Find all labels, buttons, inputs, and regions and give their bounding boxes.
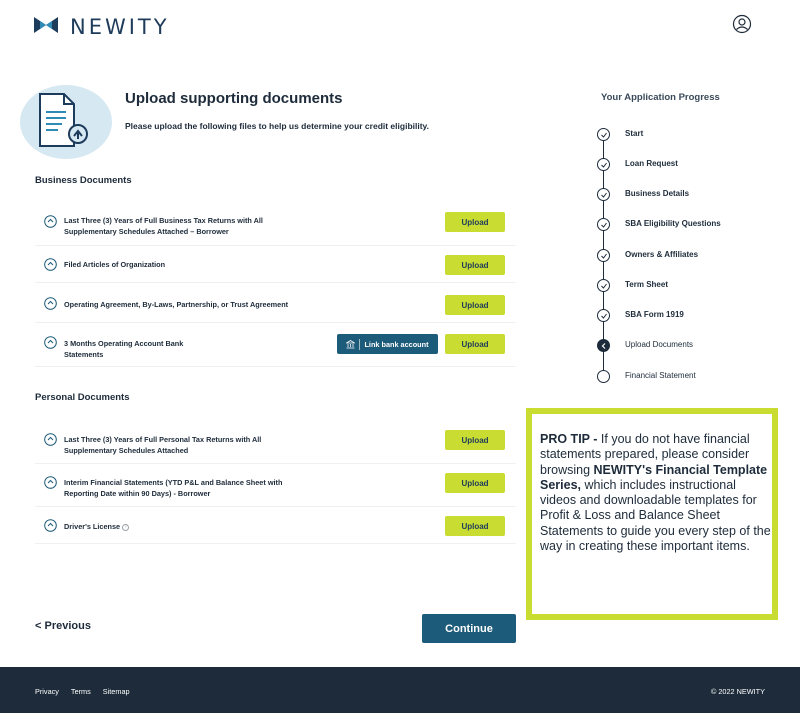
doc-label: 3 Months Operating Account Bank Statements: [64, 339, 184, 359]
info-icon[interactable]: ?: [122, 524, 129, 531]
user-circle-icon[interactable]: [732, 14, 752, 34]
current-step-icon: [597, 339, 610, 352]
doc-label: Filed Articles of Organization: [64, 260, 166, 269]
upload-circle-icon: [44, 258, 57, 271]
upload-circle-icon: [44, 215, 57, 228]
step-label: Start: [625, 129, 644, 138]
personal-documents-heading: Personal Documents: [35, 392, 130, 403]
step-upload-documents: [597, 339, 777, 353]
footer-link-sitemap[interactable]: Sitemap: [102, 687, 130, 696]
link-bank-account-label: Link bank account: [364, 339, 429, 349]
business-documents-heading: Business Documents: [35, 175, 132, 186]
doc-row-bank-statements: [35, 325, 516, 367]
check-icon: [597, 309, 610, 322]
step-label: Term Sheet: [625, 280, 668, 289]
pro-tip-box: [526, 408, 778, 620]
doc-row-personal-tax-returns: [35, 422, 516, 464]
upload-circle-icon: [44, 476, 57, 489]
doc-label: Last Three (3) Years of Full Business Tax Returns with All Supplementary Schedules Attached – Borrower: [64, 216, 263, 236]
upload-button-operating-agreement[interactable]: Upload: [445, 295, 505, 315]
check-icon: [597, 279, 610, 292]
step-loan-request: [597, 158, 777, 172]
check-icon: [597, 249, 610, 262]
brand-name: NEWITY: [70, 15, 170, 39]
doc-row-drivers-license: [35, 508, 516, 544]
doc-row-articles-of-organization: [35, 247, 516, 283]
step-business-details: [597, 188, 777, 202]
doc-row-operating-agreement: [35, 285, 516, 323]
step-financial-statement: [597, 370, 777, 384]
step-label: Loan Request: [625, 159, 678, 168]
upload-button-business-tax-returns[interactable]: Upload: [445, 212, 505, 232]
footer-links: [35, 687, 130, 696]
upload-circle-icon: [44, 297, 57, 310]
continue-button[interactable]: Continue: [422, 614, 516, 643]
upload-button-interim-financial-statements[interactable]: Upload: [445, 473, 505, 493]
bank-icon: [346, 340, 355, 349]
upload-circle-icon: [44, 519, 57, 532]
step-label: Financial Statement: [625, 371, 696, 380]
upload-button-bank-statements[interactable]: Upload: [445, 334, 505, 354]
step-sba-eligibility: [597, 218, 777, 232]
step-label: Business Details: [625, 189, 690, 198]
document-upload-icon: [18, 84, 114, 160]
step-label: SBA Eligibility Questions: [625, 219, 721, 228]
newity-logo-icon: [34, 17, 58, 37]
upload-circle-icon: [44, 433, 57, 446]
footer-link-terms[interactable]: Terms: [70, 687, 91, 696]
check-icon: [597, 128, 610, 141]
doc-label: Driver's License ?: [64, 521, 129, 532]
step-label: SBA Form 1919: [625, 310, 684, 319]
step-start: [597, 128, 777, 142]
footer: [0, 667, 800, 713]
upload-button-articles-of-organization[interactable]: Upload: [445, 255, 505, 275]
previous-link[interactable]: < Previous: [35, 620, 91, 632]
page-subtitle: Please upload the following files to help us determine your credit eligibility.: [125, 121, 430, 131]
step-sba-form: [597, 309, 777, 323]
brand-logo[interactable]: [34, 15, 170, 39]
progress-title: Your Application Progress: [601, 92, 720, 103]
doc-label: Interim Financial Statements (YTD P&L and Balance Sheet with Reporting Date within 90 Days) - Borrower: [64, 478, 283, 498]
step-owners-affiliates: [597, 249, 777, 263]
footer-link-privacy[interactable]: Privacy: [35, 687, 59, 696]
doc-row-business-tax-returns: [35, 204, 516, 246]
check-icon: [597, 218, 610, 231]
doc-row-interim-financial-statements: [35, 465, 516, 507]
step-label: Upload Documents: [625, 340, 694, 349]
doc-label: Operating Agreement, By-Laws, Partnership, or Trust Agreement: [64, 300, 289, 309]
link-bank-account-button[interactable]: [337, 334, 438, 354]
step-label: Owners & Affiliates: [625, 250, 699, 259]
button-separator: [359, 339, 360, 350]
page-title: Upload supporting documents: [125, 90, 343, 107]
check-icon: [597, 188, 610, 201]
upload-button-drivers-license[interactable]: Upload: [445, 516, 505, 536]
financial-template-series-link[interactable]: NEWITY's Financial Template Series,: [540, 462, 768, 492]
doc-label: Last Three (3) Years of Full Personal Tax Returns with All Supplementary Schedules Attached: [64, 435, 262, 455]
pro-tip-text: PRO TIP - If you do not have financial statements prepared, please consider browsing NEWITY's Financial Template Series, which includes instructional videos and downloadable templates for Profit & Loss and Balance Sheet Statements to guide you every step of the way in creating these important items.: [540, 432, 771, 554]
empty-circle-icon: [597, 370, 610, 383]
copyright: © 2022 NEWITY: [710, 687, 765, 696]
check-icon: [597, 158, 610, 171]
upload-circle-icon: [44, 336, 57, 349]
upload-button-personal-tax-returns[interactable]: Upload: [445, 430, 505, 450]
top-header: [0, 0, 800, 52]
step-term-sheet: [597, 279, 777, 293]
